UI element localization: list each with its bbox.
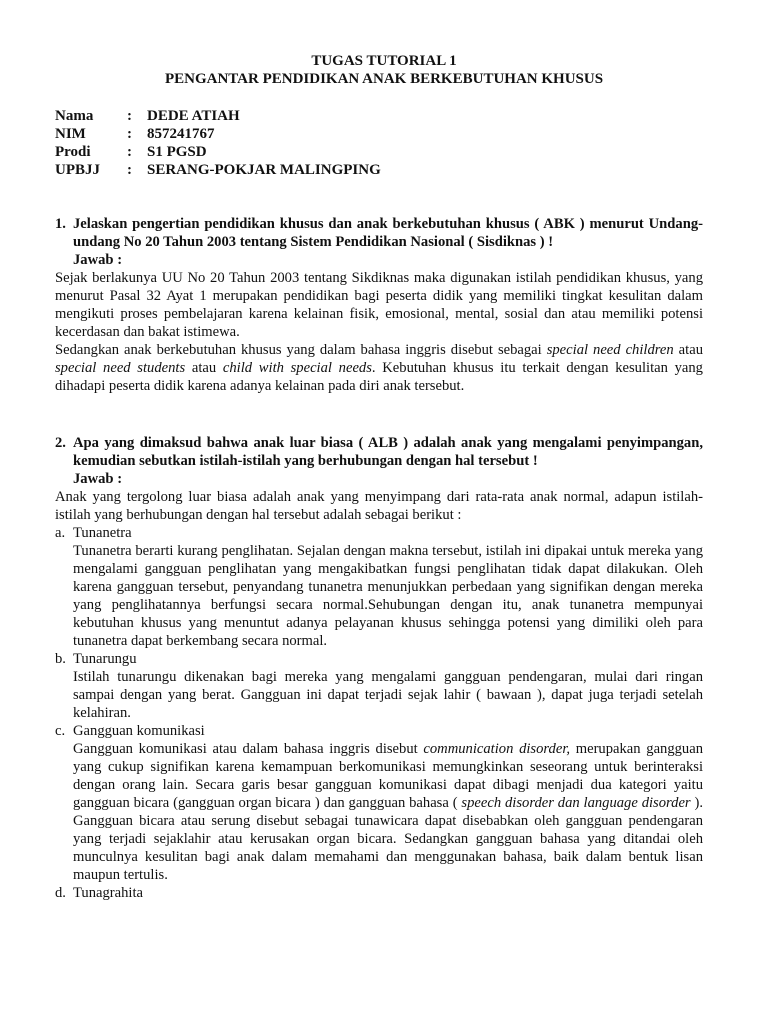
answer-intro: Anak yang tergolong luar biasa adalah anak yang menyimpang dari rata-rata anak normal, adapun istilah-istilah yang berhubungan dengan hal tersebut adalah sebagai berikut : (55, 489, 703, 523)
identity-separator: : (127, 108, 132, 124)
sublist-text: Istilah tunarungu dikenakan bagi mereka yang mengalami gangguan pendengaran, mulai dari ringan sampai dengan yang berat. Gangguan ini dapat terjadi sejak lahir ( bawaan ), dapat juga terjadi setelah kelahiran. (73, 669, 703, 721)
text-run: atau (673, 342, 703, 358)
student-identity (55, 107, 381, 179)
italic-term: communication disorder, (423, 741, 571, 757)
text-run: ). Gangguan bicara atau serung disebut sebagai tunawicara dapat disebabkan oleh gangguan pendengaran yang terjadi sejaklahir atau kerusakan organ bicara. Sedangkan gangguan bahasa yang ditandai oleh munculnya kesulitan bagi anak dalam memahami dan menggunakan bahasa, baik dalam bentuk lisan maupun tertulis. (73, 795, 703, 883)
identity-value: S1 PGSD (147, 144, 207, 160)
sublist-title: Tunagrahita (73, 885, 143, 901)
sublist-title: Tunanetra (73, 525, 132, 541)
identity-label: UPBJJ (55, 162, 100, 178)
answer-paragraph: Sejak berlakunya UU No 20 Tahun 2003 tentang Sikdiknas maka digunakan istilah pendidikan khusus, yang menurut Pasal 32 Ayat 1 merupakan pendidikan bagi peserta didik yang memiliki tingkat kesulitan dalam mengikuti proses pembelajaran karena kelainan fisik, emosional, mental, sosial dan atau memiliki potensi kecerdasan dan bakat istimewa. (55, 270, 703, 340)
answer-paragraph (55, 341, 703, 395)
identity-value: SERANG-POKJAR MALINGPING (147, 162, 381, 178)
question-1 (55, 215, 703, 395)
identity-value: 857241767 (147, 126, 215, 142)
identity-separator: : (127, 126, 132, 142)
answer-label: Jawab : (73, 471, 123, 487)
italic-term: special need children (546, 342, 674, 358)
identity-separator: : (127, 162, 132, 178)
sublist-letter: d. (55, 885, 66, 901)
sublist-title: Gangguan komunikasi (73, 723, 205, 739)
question-text: Apa yang dimaksud bahwa anak luar biasa ( ALB ) adalah anak yang mengalami penyimpangan, kemudian sebutkan istilah-istilah yang berhubungan dengan hal tersebut ! (73, 435, 703, 469)
identity-row-upbjj (55, 161, 381, 179)
question-2 (55, 434, 703, 902)
question-number: 2. (55, 435, 66, 451)
text-run: . Kebutuhan khusus itu terkait dengan kesulitan yang dihadapi peserta didik karena adanya kelainan pada diri anak tersebut. (55, 360, 703, 394)
text-run: Gangguan komunikasi atau dalam bahasa inggris disebut (73, 741, 424, 757)
italic-term: speech disorder dan language disorder (461, 795, 691, 811)
identity-row-nim (55, 125, 381, 143)
text-run: Sedangkan anak berkebutuhan khusus yang dalam bahasa inggris disebut sebagai (55, 342, 547, 358)
question-number: 1. (55, 216, 66, 232)
sublist-text (73, 740, 703, 884)
document-title: TUGAS TUTORIAL 1 (311, 53, 457, 69)
sublist-letter: c. (55, 723, 66, 739)
sublist-item-gangguan-komunikasi (55, 722, 703, 884)
sublist-letter: a. (55, 525, 66, 541)
sublist-item-tunanetra (55, 524, 703, 650)
question-text: Jelaskan pengertian pendidikan khusus dan anak berkebutuhan khusus ( ABK ) menurut Undang-undang No 20 Tahun 2003 tentang Sistem Pendidikan Nasional ( Sisdiknas ) ! (73, 216, 703, 250)
italic-term: special need students (55, 360, 186, 376)
identity-label: NIM (55, 126, 86, 142)
sublist-text: Tunanetra berarti kurang penglihatan. Sejalan dengan makna tersebut, istilah ini dipakai untuk mereka yang mengalami gangguan penglihatan yang mengakibatkan fungsi penglihatan tidak dapat dilakukan. Oleh karena gangguan tersebut, penyandang tunanetra menunjukkan perbedaan yang signifikan dengan mereka yang penglihatannya berfungsi secara normal.Sehubungan dengan itu, anak tunanetra mempunyai kebutuhan khusus yang menuntut adanya pelayanan khusus sehingga potensi yang dimiliki oleh para tunanetra dapat berkembang secara normal. (73, 543, 703, 649)
identity-label: Prodi (55, 144, 91, 160)
sublist-item-tunarungu (55, 650, 703, 722)
identity-row-prodi (55, 143, 381, 161)
answer-label: Jawab : (73, 252, 123, 268)
identity-label: Nama (55, 108, 94, 124)
document-subtitle: PENGANTAR PENDIDIKAN ANAK BERKEBUTUHAN KHUSUS (164, 71, 604, 87)
sublist-title: Tunarungu (73, 651, 137, 667)
sublist-letter: b. (55, 651, 66, 667)
identity-value: DEDE ATIAH (147, 108, 240, 124)
italic-term: child with special needs (222, 360, 372, 376)
text-run: merupakan gangguan yang cukup signifikan karena kemampuan berkomunikasi memungkinkan seseorang untuk berinteraksi dengan orang lain. Secara garis besar gangguan komunikasi dapat dibagi menjadi dua kategori yaitu gangguan bicara (gangguan organ bicara ) dan gangguan bahasa ( (73, 741, 704, 811)
identity-row-nama (55, 107, 381, 125)
text-run: atau (185, 360, 223, 376)
document-header (0, 52, 768, 88)
sublist-item-tunagrahita (55, 884, 703, 902)
identity-separator: : (127, 144, 132, 160)
